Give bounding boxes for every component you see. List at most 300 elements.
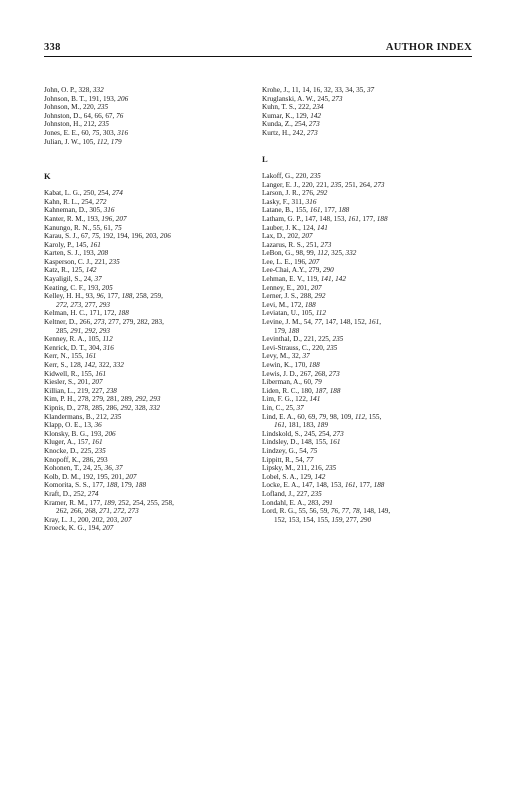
- page-reference-reference: 235: [332, 335, 344, 344]
- index-entry: [44, 361, 256, 370]
- page-reference: 202,: [287, 232, 302, 241]
- author-name: Kuhn, T. S.,: [262, 103, 299, 112]
- page-reference-reference: 188: [304, 300, 316, 309]
- author-name: Lindskold, S.,: [262, 429, 305, 438]
- author-name: Levinthal, D.,: [262, 335, 304, 344]
- page-reference: 54,: [303, 318, 315, 327]
- index-entry: [262, 275, 474, 284]
- index-entry: [44, 378, 256, 387]
- page-reference: 192, 195, 201,: [82, 472, 126, 481]
- index-entry: [44, 413, 256, 422]
- page-reference-reference: 206: [160, 232, 171, 241]
- author-name: Lord, R. G.,: [262, 507, 299, 516]
- index-entry: [262, 120, 474, 129]
- author-name: Kenney, R. A.,: [44, 335, 89, 344]
- index-entry: [262, 284, 474, 293]
- author-name: John, O. P.,: [44, 86, 79, 94]
- author-name: Kurtz, H.,: [262, 128, 293, 137]
- index-entry: [44, 95, 256, 104]
- page-reference-reference: 207: [102, 524, 114, 533]
- page-reference: 288,: [300, 292, 315, 301]
- page-reference: 13,: [83, 421, 95, 430]
- page-reference-reference: 196, 207: [101, 214, 127, 223]
- index-entry: [44, 275, 256, 284]
- page-reference-reference: 36, 37: [104, 464, 123, 473]
- index-entry: [44, 395, 256, 404]
- author-name: Liberman, A.,: [262, 378, 304, 387]
- page-reference-reference: 332: [92, 86, 104, 94]
- page-reference: 98, 99,: [295, 249, 318, 258]
- author-name: Levi, M.,: [262, 300, 291, 309]
- author-name: Lin, C.,: [262, 403, 286, 412]
- index-column-left: [44, 86, 256, 533]
- index-entry: [44, 309, 256, 318]
- index-entry: [262, 456, 474, 465]
- author-name: Karoly, P.,: [44, 240, 76, 249]
- page-reference: , 177,: [320, 206, 339, 215]
- index-entry: [262, 490, 474, 499]
- index-entry: [262, 473, 474, 482]
- author-name: Kenrick, D. T.,: [44, 343, 89, 352]
- author-name: Kerr, S.,: [44, 361, 70, 369]
- author-name: Latane, B.,: [262, 206, 296, 215]
- author-name: Kidwell, R.,: [44, 369, 81, 378]
- page-reference: 266,: [79, 318, 94, 327]
- page-reference-reference: 188: [288, 326, 300, 335]
- page-reference: 11, 14, 16, 32, 33, 34, 35,: [291, 86, 367, 94]
- author-name: Kahn, R. L.,: [44, 197, 82, 206]
- page-reference-reference: 332: [345, 249, 357, 258]
- page-reference-reference: 77: [306, 455, 314, 464]
- page-reference: 129,: [295, 111, 311, 120]
- page-reference-reference: 207: [301, 232, 313, 241]
- author-name: Keltner, D.,: [44, 318, 80, 327]
- section-letter: K: [44, 170, 51, 181]
- page-reference: , 258, 259,: [132, 292, 163, 301]
- index-entry: [44, 421, 256, 430]
- page-reference: 251,: [306, 240, 321, 249]
- page-reference: , 303,: [99, 128, 118, 137]
- spacer: [44, 163, 256, 172]
- author-name: Lind, E. A.,: [262, 412, 298, 421]
- author-name: Levy, M.,: [262, 352, 292, 361]
- page-reference: 155,: [80, 369, 96, 378]
- author-name: Kunda, Z.,: [262, 120, 295, 129]
- page-reference: , 147, 148, 152,: [321, 318, 369, 327]
- author-name: Johnston, H.,: [44, 120, 84, 129]
- index-entry: [262, 378, 474, 387]
- index-entry: [262, 404, 474, 413]
- index-entry: [262, 335, 474, 344]
- page-reference-reference: 37: [302, 352, 310, 361]
- index-entry: [44, 120, 256, 129]
- page-reference-reference: 142: [314, 472, 326, 481]
- page-reference-reference: 332: [149, 403, 161, 412]
- page-number: 338: [44, 42, 61, 53]
- page-reference: 328,: [78, 86, 93, 94]
- index-entry: [44, 490, 256, 499]
- page-reference: , 277,: [342, 515, 361, 524]
- index-entry: [44, 206, 256, 215]
- page-reference: 64, 66, 67,: [83, 111, 117, 120]
- page-reference-reference: 235: [108, 257, 120, 266]
- page-reference-reference: 161: [95, 369, 107, 378]
- index-entry: [262, 249, 474, 258]
- index-entry: [262, 464, 474, 473]
- author-name: Liden, R. C.,: [262, 386, 301, 395]
- page-reference-reference: 188: [118, 309, 129, 318]
- index-entry: [44, 86, 256, 95]
- index-entry: [44, 438, 256, 447]
- author-name: Kahneman, D.,: [44, 206, 90, 215]
- page-reference-reference: 293: [99, 300, 110, 309]
- page-reference: 171, 172,: [89, 309, 119, 318]
- index-entry: [44, 481, 256, 490]
- spacer: [262, 163, 474, 172]
- page-reference: 222,: [298, 103, 313, 112]
- page-reference: 305,: [89, 206, 104, 215]
- page-reference-reference: 189: [103, 498, 115, 507]
- page-reference: 212,: [83, 120, 99, 129]
- index-entry: [44, 215, 256, 224]
- index-entry: [44, 198, 256, 207]
- page-reference-reference: 141: [309, 395, 321, 404]
- index-entry: [44, 335, 256, 344]
- page-reference: , 277, 279, 282, 283,: [104, 318, 164, 327]
- index-entry: [44, 473, 256, 482]
- page-reference: 285,: [56, 326, 71, 335]
- author-name: Krohe, J.,: [262, 86, 292, 94]
- page-reference: 148, 155,: [300, 438, 330, 447]
- author-name: Levi-Strauss, C.,: [262, 343, 313, 352]
- page-reference-reference: 161: [368, 318, 380, 327]
- page-reference: 157,: [77, 438, 92, 447]
- page-reference: 227,: [296, 489, 311, 498]
- spacer: [44, 155, 256, 164]
- page-reference: ,: [379, 318, 381, 327]
- index-entry: [262, 352, 474, 361]
- page-reference: 54,: [295, 455, 307, 464]
- page-reference: 55, 56, 59,: [298, 507, 331, 516]
- index-entry: [262, 86, 474, 95]
- author-name: Lax, D.,: [262, 232, 288, 241]
- page-reference-reference: 79: [314, 378, 322, 387]
- author-name: Killian, L.,: [44, 386, 78, 395]
- running-header: [44, 42, 472, 57]
- index-entry: [262, 129, 474, 138]
- index-entry: [44, 499, 256, 508]
- author-name: Lee, L. E.,: [262, 257, 295, 266]
- page-reference: 201,: [296, 283, 311, 292]
- page-reference: , 155,: [365, 412, 382, 421]
- page-reference-reference: 189: [317, 421, 328, 430]
- author-name: Lauber, J. K.,: [262, 223, 303, 232]
- page-reference: 219, 227,: [77, 386, 107, 395]
- page-reference: , 98, 109,: [326, 412, 355, 421]
- page-reference: , 177,: [355, 481, 374, 490]
- page-reference: 221, 225,: [303, 335, 333, 344]
- page-reference-reference: 161: [329, 438, 341, 447]
- index-entry: [44, 387, 256, 396]
- index-entry: [262, 507, 474, 516]
- page-reference: 193,: [90, 429, 105, 438]
- author-name: Larson, J. R.,: [262, 189, 303, 198]
- page-reference-reference: 161: [309, 206, 321, 215]
- index-entry: [44, 430, 256, 439]
- index-entry: [262, 266, 474, 275]
- author-name: Kerr, N.,: [44, 352, 72, 361]
- page-reference-reference: 161: [274, 421, 285, 430]
- page-reference: 93,: [85, 292, 97, 301]
- index-entry: [262, 499, 474, 508]
- index-entry: [44, 370, 256, 379]
- index-entry: [44, 241, 256, 250]
- author-name: Knocke, D.,: [44, 446, 81, 455]
- author-name: Kim, P. H.,: [44, 395, 78, 404]
- index-entry: [262, 430, 474, 439]
- page-reference-reference: 188: [135, 481, 147, 490]
- page-reference-reference: 292: [120, 403, 132, 412]
- author-name: Lindsley, D.,: [262, 438, 301, 447]
- page-reference: 60, 69,: [297, 412, 319, 421]
- page-reference-reference: 188: [373, 481, 385, 490]
- author-name: Kruglanski, A. W.,: [262, 94, 318, 103]
- author-name: Knopoff, K.,: [44, 455, 83, 464]
- author-name: Karau, S. J.,: [44, 232, 81, 241]
- page-reference-reference: 274: [87, 489, 99, 498]
- page-reference: 179,: [274, 326, 289, 335]
- page-reference: 119,: [306, 275, 321, 284]
- author-name: Kraft, D.,: [44, 489, 74, 498]
- page-reference-reference: 292: [316, 189, 328, 198]
- index-entry: [44, 129, 256, 138]
- author-name: Johnson, M.,: [44, 103, 83, 112]
- page-reference: 250, 254,: [83, 189, 113, 198]
- page-reference: 155,: [71, 352, 86, 361]
- index-entry: [262, 370, 474, 379]
- index-entry: [262, 438, 474, 447]
- index-entry: [44, 266, 256, 275]
- author-name: Lakoff, G.,: [262, 171, 296, 180]
- page-reference-reference: 188: [376, 214, 388, 223]
- page-reference: 125,: [71, 266, 86, 275]
- index-entry: [44, 292, 256, 301]
- page-reference-reference: 234: [312, 103, 324, 112]
- page-reference: 60,: [303, 378, 315, 387]
- page-reference-reference: 75: [92, 128, 100, 137]
- spacer: [262, 146, 474, 155]
- page-reference: , 177,: [358, 214, 377, 223]
- page-reference: 201,: [77, 378, 92, 387]
- index-entry-continuation: [44, 301, 256, 310]
- author-name: Kelman, H. C.,: [44, 309, 90, 318]
- page-reference: 147, 148, 153,: [301, 481, 345, 490]
- author-name: Lazarus, R. S.,: [262, 240, 307, 249]
- page-reference-reference: 271, 272, 273: [99, 507, 139, 516]
- page-reference-reference: 235: [94, 446, 106, 455]
- index-entry: [262, 361, 474, 370]
- index-entry: [262, 232, 474, 241]
- index-entry: [44, 516, 256, 525]
- author-name: Latham, G. P.,: [262, 214, 305, 223]
- page-reference-reference: 79: [318, 412, 327, 421]
- page-reference: , 181, 183,: [284, 421, 318, 430]
- author-name: Kluger, A.,: [44, 438, 78, 447]
- page-reference-reference: 272, 273: [56, 300, 82, 309]
- author-name: Kolb, D. M.,: [44, 472, 83, 481]
- page-reference-reference: 76: [116, 111, 124, 120]
- page-reference: 311,: [291, 197, 306, 206]
- index-entry: [262, 189, 474, 198]
- author-name: Kabat, L. G.,: [44, 189, 84, 198]
- author-name: Lippitt, R.,: [262, 455, 296, 464]
- author-name: Londahl, E. A.,: [262, 498, 308, 507]
- page-reference: 286, 293: [82, 455, 108, 464]
- page-reference: 220,: [82, 103, 98, 112]
- page-reference: , 251, 264,: [341, 180, 374, 189]
- index-entry: [262, 413, 474, 422]
- index-entry-continuation: [262, 516, 474, 525]
- index-entry: [262, 206, 474, 215]
- author-name: Johnson, B. T.,: [44, 94, 89, 103]
- page-reference: 276,: [302, 189, 317, 198]
- author-name: Karten, S. J.,: [44, 249, 83, 258]
- index-entry-continuation: [44, 327, 256, 336]
- page-reference: 129,: [300, 472, 315, 481]
- page-reference-reference: 272: [95, 197, 107, 206]
- index-column-right: [262, 86, 474, 524]
- index-entry: [44, 344, 256, 353]
- index-entry: [262, 258, 474, 267]
- page-reference-reference: 159: [331, 515, 343, 524]
- page-reference-reference: 235: [326, 343, 338, 352]
- page-reference: 254,: [81, 197, 96, 206]
- page-reference: 124,: [302, 223, 318, 232]
- author-name: Lobel, S. A.,: [262, 472, 301, 481]
- page-reference: 145,: [75, 240, 91, 249]
- index-entry: [262, 387, 474, 396]
- page-reference-reference: 235: [325, 464, 337, 473]
- page-reference: 220, 221,: [301, 180, 331, 189]
- index-entry-continuation: [44, 507, 256, 516]
- index-entry: [44, 318, 256, 327]
- page-reference-reference: 161: [348, 214, 359, 223]
- page-reference-reference: 292, 293: [135, 395, 161, 404]
- page-reference-reference: 316: [305, 197, 317, 206]
- index-entry: [44, 456, 256, 465]
- author-name: Lewis, J. D.,: [262, 369, 301, 378]
- page-reference: 24,: [83, 275, 95, 284]
- index-entry-continuation: [262, 421, 474, 430]
- author-name: Jones, E. E.,: [44, 128, 82, 137]
- index-entry: [44, 404, 256, 413]
- page-reference-reference: 235: [330, 180, 342, 189]
- page-reference-reference: 112: [354, 412, 366, 421]
- page-reference-reference: 75: [114, 223, 122, 232]
- page-reference: 212,: [96, 412, 111, 421]
- page-reference: , 277,: [81, 300, 100, 309]
- page-reference: 172,: [290, 300, 305, 309]
- author-name: Kroeck, K. G.,: [44, 524, 89, 533]
- index-entry: [262, 172, 474, 181]
- page-reference: 105,: [301, 309, 316, 318]
- page-reference-reference: 207: [308, 257, 320, 266]
- index-entry: [44, 284, 256, 293]
- page-reference: 194,: [88, 524, 103, 533]
- author-name: Lofland, J.,: [262, 489, 297, 498]
- index-entry: [262, 95, 474, 104]
- author-name: Levine, J. M.,: [262, 318, 304, 327]
- page-reference-reference: 207: [91, 378, 103, 387]
- page-reference: 200, 202, 203,: [77, 515, 121, 524]
- page-reference-reference: 37: [296, 403, 304, 412]
- page-reference-reference: 112, 179: [96, 137, 122, 146]
- page-reference-reference: 188: [106, 481, 118, 490]
- index-entry: [44, 224, 256, 233]
- index-entry: [262, 292, 474, 301]
- index-entry: [262, 301, 474, 310]
- page-reference-reference: 161: [91, 438, 103, 447]
- page-reference-reference: 273: [93, 318, 105, 327]
- page-reference-reference: 273: [328, 369, 340, 378]
- page-reference: 245,: [317, 94, 332, 103]
- page-reference-reference: 291, 292, 293: [70, 326, 110, 335]
- author-name: Kanungo, R. N.,: [44, 223, 93, 232]
- page-reference: 152, 153, 154, 155,: [274, 515, 332, 524]
- author-name: Lipsky, M.,: [262, 464, 297, 473]
- page-reference: 105,: [88, 335, 103, 344]
- index-entry: [262, 181, 474, 190]
- index-entry: [262, 198, 474, 207]
- page-reference-reference: 161: [90, 240, 101, 249]
- page-reference-reference: 37: [94, 275, 102, 284]
- index-entry: [44, 258, 256, 267]
- author-name: Leviatan, U.,: [262, 309, 302, 318]
- page-reference: 191, 193,: [88, 94, 118, 103]
- page-reference: 220,: [312, 343, 327, 352]
- page-reference: 278, 285, 286,: [77, 403, 121, 412]
- page-reference: 128,: [69, 361, 85, 369]
- page-reference: 147, 148, 153,: [304, 214, 349, 223]
- index-entry: [44, 112, 256, 121]
- page-reference-reference: 273: [332, 429, 344, 438]
- author-name: Langer, E. J.,: [262, 180, 302, 189]
- page-reference-reference: 235: [309, 171, 321, 180]
- spacer: [262, 138, 474, 147]
- index-entry: [44, 249, 256, 258]
- page-reference-reference: 316: [103, 343, 114, 352]
- author-name: LeBon, G.,: [262, 249, 296, 258]
- page-reference-reference: 161: [85, 352, 97, 361]
- spacer: [44, 181, 256, 190]
- page-reference: 245, 254,: [304, 429, 333, 438]
- author-name: Kray, L. J.,: [44, 515, 78, 524]
- author-name: Lim, F. G.,: [262, 395, 296, 404]
- author-name: Lerner, J. S.,: [262, 292, 301, 301]
- page-reference: 196,: [294, 257, 309, 266]
- page-reference-reference: 187, 188: [315, 386, 341, 395]
- page-reference: 155,: [295, 206, 310, 215]
- page-reference-reference: 75: [310, 446, 318, 455]
- page-reference: 254,: [294, 120, 309, 129]
- page-reference: 279,: [308, 266, 323, 275]
- page-reference: , 322,: [95, 361, 113, 369]
- page-reference-reference: 273: [373, 180, 385, 189]
- page-reference: , 325,: [327, 249, 346, 258]
- index-entry: [44, 103, 256, 112]
- page-reference-reference: 273: [320, 240, 332, 249]
- page-reference: 193,: [87, 283, 102, 292]
